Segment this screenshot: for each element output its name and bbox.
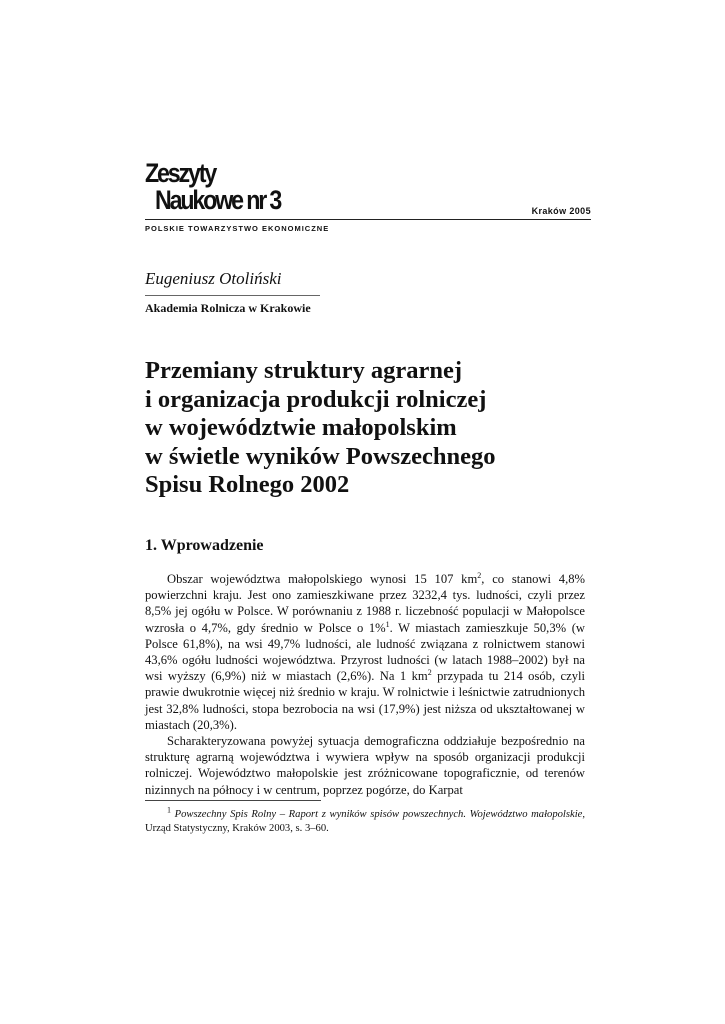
- title-line: Spisu Rolnego 2002: [145, 471, 350, 498]
- footnote-mark: 1: [167, 805, 171, 815]
- title-line: w województwie małopolskim: [145, 414, 457, 441]
- footnote-source-title: Powszechny Spis Rolny – Raport z wyników spisów powszechnych. Województwo małopolskie: [174, 809, 583, 820]
- article-title: [145, 357, 585, 500]
- superscript: 2: [477, 570, 482, 580]
- paragraph-text: przypada tu 214 osób, czyli prawie dwukrotnie więcej niż średnio w kraju. W rolnictwie i leśnictwie zatrudnionych jest 32,8% ludności, stopa bezrobocia na wsi (17,9%) jest niższa od ukształtowanej w miastach (20,3%).: [145, 669, 585, 732]
- author-affiliation: Akademia Rolnicza w Krakowie: [145, 301, 311, 315]
- place-year: Kraków 2005: [531, 206, 591, 216]
- logo-line-2: Naukowe nr 3: [155, 185, 281, 215]
- author-divider: [145, 295, 320, 296]
- logo-line-1: Zeszyty: [145, 158, 216, 188]
- society-name: POLSKIE TOWARZYSTWO EKONOMICZNE: [145, 224, 330, 233]
- journal-masthead: [145, 150, 591, 234]
- paragraph: [145, 571, 585, 733]
- body-text: [145, 571, 585, 798]
- footnote-divider: [145, 800, 321, 801]
- footnote-source-details: , Urząd Statystyczny, Kraków 2003, s. 3–60.: [145, 809, 586, 835]
- author-name: Eugeniusz Otoliński: [145, 269, 282, 288]
- journal-logo: [145, 158, 315, 220]
- title-line: w świetle wyników Powszechnego: [145, 442, 496, 470]
- title-line: i organizacja produkcji rolniczej: [145, 385, 487, 413]
- section-heading: 1. Wprowadzenie: [145, 537, 264, 554]
- paragraph-text: . W miastach zamieszkuje 50,3% (w Polsce 61,8%), na wsi 49,7% ludności, ale ludność związana z rolnictwem stanowi 43,6% ogółu ludności województwa. Przyrost ludności (w latach 1988–2002) był na wsi wyższy (6,9%) niż w miastach (2,6%). Na 1 km: [145, 620, 585, 684]
- footnote: [145, 805, 586, 836]
- masthead-divider: [145, 219, 591, 220]
- paragraph-text: , co stanowi 4,8% powierzchni kraju. Jest ono zamieszkiwane przez 3232,4 tys. ludności, czyli przez 8,5% jej ogółu w Polsce. W porównaniu z 1988 r. liczebność populacji w Małopolsce wzrosła o 4,7%, gdy średnio w Polsce o 1%: [145, 572, 585, 635]
- superscript: 2: [427, 668, 432, 678]
- title-line: Przemiany struktury agrarnej: [145, 357, 463, 384]
- footnote-reference[interactable]: 1: [385, 619, 390, 629]
- paragraph-text: Obszar województwa małopolskiego wynosi 15 107 km: [167, 572, 478, 586]
- paragraph: Scharakteryzowana powyżej sytuacja demograficzna oddziałuje bezpośrednio na strukturę agrarną województwa i wywiera wpływ na sposób organizacji produkcji rolniczej. Województwo małopolskie jest zróżnicowane topograficznie, od terenów nizinnych na północy i w centrum, poprzez pogórze, do Karpat: [145, 734, 585, 797]
